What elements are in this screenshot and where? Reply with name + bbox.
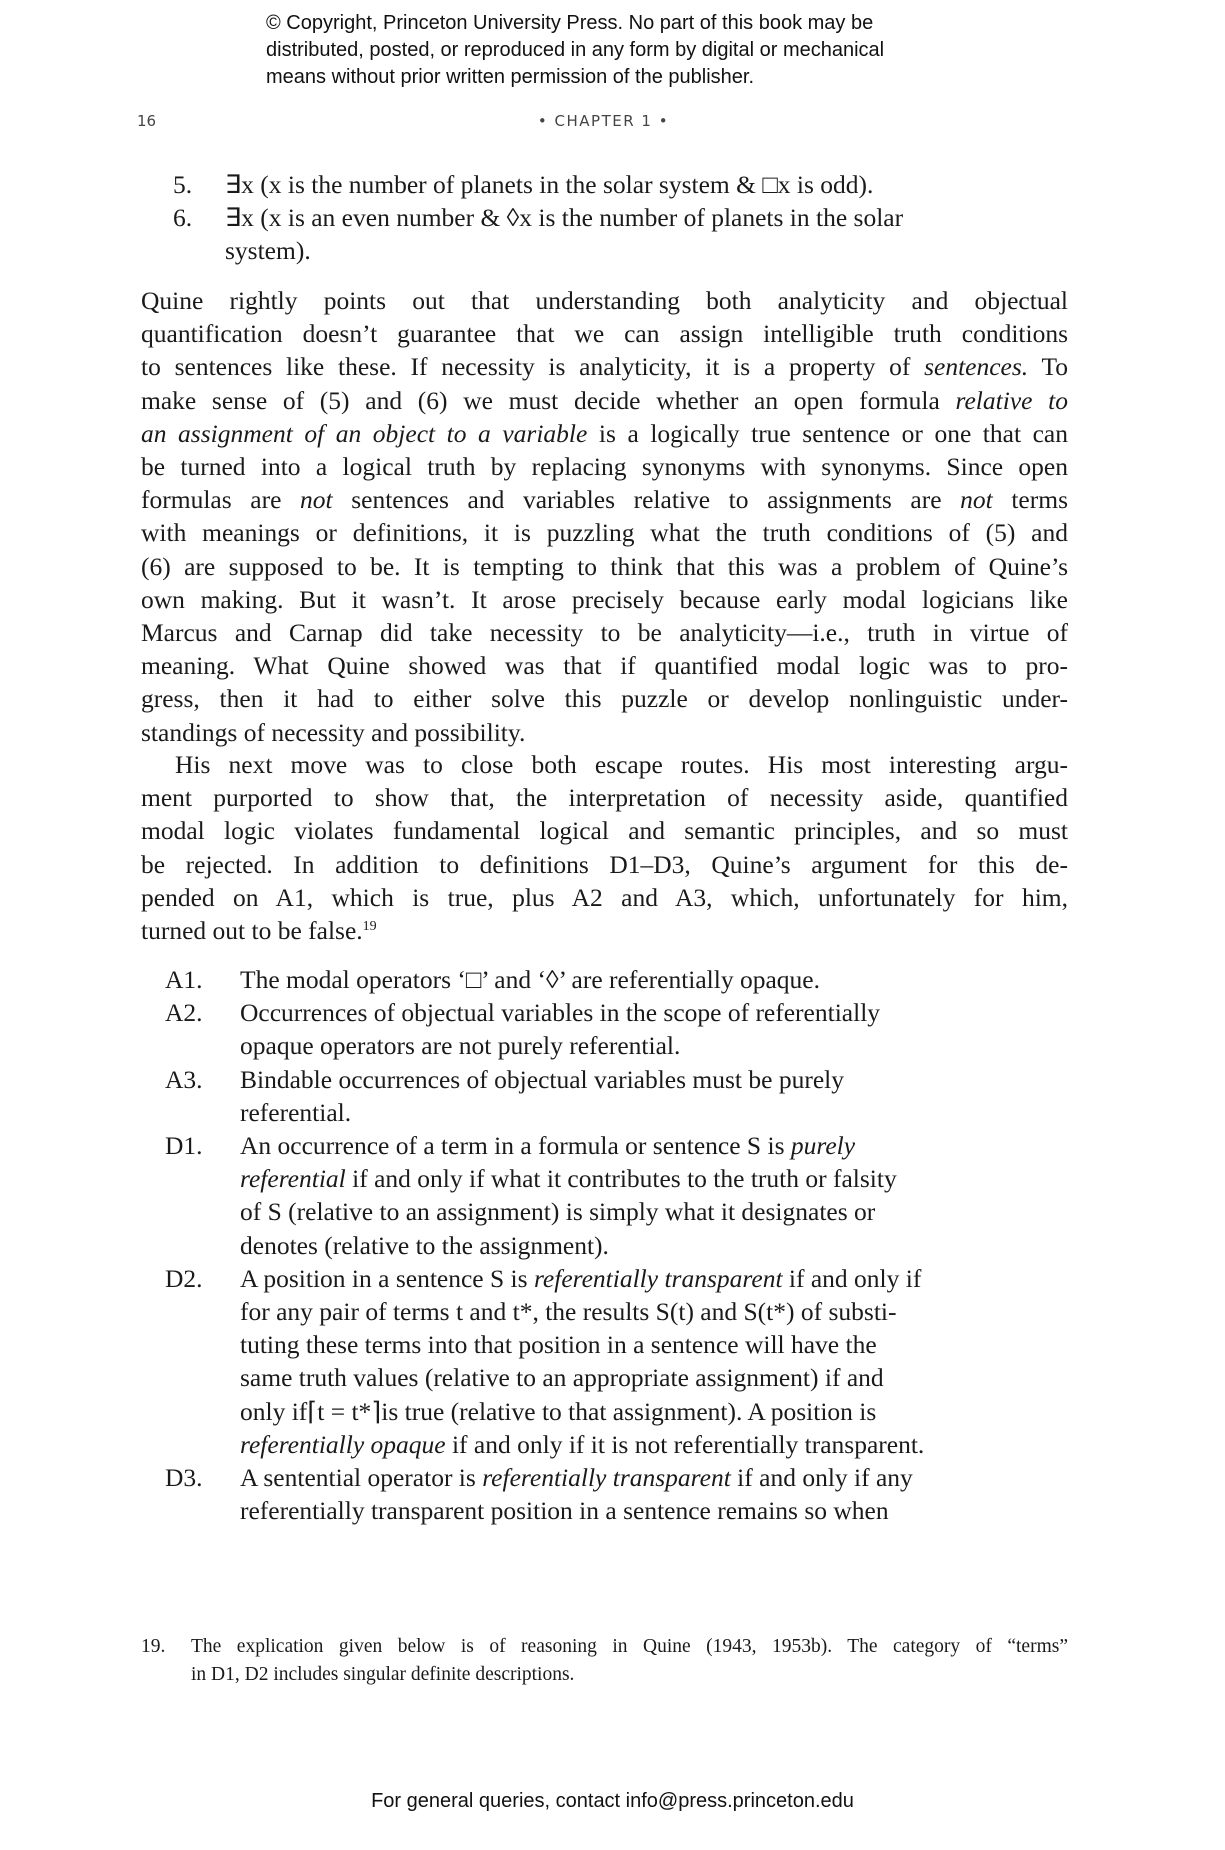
text-line bbox=[240, 1361, 1041, 1394]
text-span: system). bbox=[225, 236, 311, 266]
text-span: same truth values (relative to an appropriate assignment) if and bbox=[240, 1363, 884, 1393]
text-line bbox=[240, 1129, 1041, 1162]
italic-text: referentially transparent bbox=[482, 1463, 731, 1493]
text-span: if and only if any bbox=[730, 1463, 913, 1493]
item-label: D1. bbox=[165, 1131, 203, 1161]
text-line bbox=[141, 317, 1068, 350]
text-line bbox=[141, 417, 1068, 450]
text-line bbox=[141, 848, 1068, 881]
text-line bbox=[240, 1063, 1041, 1096]
text-span: opaque operators are not purely referential. bbox=[240, 1031, 681, 1061]
running-head: • CHAPTER 1 • bbox=[537, 112, 670, 130]
text-line bbox=[141, 881, 1068, 914]
item-label: 5. bbox=[173, 170, 193, 199]
italic-text: referentially opaque bbox=[240, 1429, 446, 1459]
text-span: of S (relative to an assignment) is simply what it designates or bbox=[240, 1197, 876, 1227]
item-text bbox=[240, 996, 1041, 1062]
text-span: To bbox=[1028, 352, 1068, 382]
list-item bbox=[141, 1063, 1041, 1129]
text-span: modal logic violates fundamental logical and semantic principles, and so must bbox=[141, 816, 1068, 846]
text-line bbox=[141, 284, 1068, 317]
text-line bbox=[240, 1428, 1041, 1461]
copyright-notice bbox=[266, 10, 884, 91]
footnote-line: in D1, D2 includes singular definite descriptions. bbox=[191, 1664, 575, 1685]
text-line bbox=[141, 716, 1068, 749]
copyright-line: © Copyright, Princeton University Press. No part of this book may be bbox=[266, 12, 874, 34]
text-line bbox=[141, 748, 1068, 781]
text-line bbox=[141, 682, 1068, 715]
text-line bbox=[240, 1096, 1041, 1129]
text-span: An occurrence of a term in a formula or sentence S is bbox=[240, 1131, 791, 1161]
text-line bbox=[141, 516, 1068, 549]
text-line bbox=[240, 963, 1041, 996]
text-line bbox=[141, 616, 1068, 649]
text-line bbox=[141, 649, 1068, 682]
text-span: The modal operators ‘□’ and ‘◊’ are referentially opaque. bbox=[240, 965, 820, 994]
text-span: A position in a sentence S is bbox=[240, 1263, 534, 1293]
list-item bbox=[141, 1461, 1041, 1527]
footnote-text bbox=[191, 1633, 1068, 1689]
text-line bbox=[141, 350, 1068, 383]
item-label: A3. bbox=[165, 1064, 203, 1094]
italic-text: purely bbox=[790, 1131, 856, 1161]
text-span: own making. But it wasn’t. It arose precisely because early modal logicians like bbox=[141, 584, 1068, 614]
italic-text: not bbox=[300, 485, 333, 515]
text-span: Marcus and Carnap did take necessity to be analyticity—i.e., truth in virtue of bbox=[141, 618, 1068, 648]
item-label: D2. bbox=[165, 1263, 203, 1293]
footnote bbox=[141, 1633, 1068, 1689]
text-line bbox=[141, 814, 1068, 847]
text-span: to sentences like these. If necessity is analyticity, it is a property of bbox=[141, 352, 925, 382]
item-label: A1. bbox=[165, 965, 203, 994]
list-item bbox=[141, 1262, 1041, 1461]
text-line bbox=[141, 483, 1068, 516]
text-line bbox=[240, 1162, 1041, 1195]
item-text bbox=[225, 168, 1068, 201]
text-line bbox=[141, 781, 1068, 814]
text-span: with meanings or definitions, it is puzzling what the truth conditions of (5) and bbox=[141, 518, 1068, 548]
text-span: pended on A1, which is true, plus A2 and A3, which, unfortunately for him, bbox=[141, 882, 1068, 912]
item-text bbox=[240, 1461, 1041, 1527]
italic-text: sentences. bbox=[924, 352, 1029, 382]
page-number: 16 bbox=[137, 112, 157, 130]
item-text bbox=[240, 1262, 1041, 1461]
text-line bbox=[240, 1461, 1041, 1494]
footnote-line: The explication given below is of reasoning in Quine (1943, 1953b). The category of “terms” bbox=[191, 1636, 1068, 1657]
footnote-number: 19. bbox=[141, 1636, 166, 1657]
text-span: if and only if it is not referentially transparent. bbox=[445, 1429, 925, 1459]
text-span: be rejected. In addition to definitions D1–D3, Quine’s argument for this de- bbox=[141, 849, 1068, 879]
text-line bbox=[225, 201, 1068, 234]
contact-footer: For general queries, contact info@press.princeton.edu bbox=[371, 1790, 854, 1812]
text-span: for any pair of terms t and t*, the results S(t) and S(t*) of substi- bbox=[240, 1297, 897, 1327]
text-span: be turned into a logical truth by replacing synonyms with synonyms. Since open bbox=[141, 452, 1068, 482]
list-item bbox=[141, 201, 1068, 267]
text-span: Quine rightly points out that understanding both analyticity and objectual bbox=[141, 286, 1068, 315]
text-span: turned out to be false. bbox=[141, 916, 363, 946]
text-line bbox=[240, 1195, 1041, 1228]
text-span: quantification doesn’t guarantee that we can assign intelligible truth conditions bbox=[141, 319, 1068, 349]
text-line bbox=[240, 1029, 1041, 1062]
text-span: tuting these terms into that position in a sentence will have the bbox=[240, 1330, 877, 1360]
definitions-list bbox=[141, 963, 1041, 1527]
text-line bbox=[240, 996, 1041, 1029]
body-paragraph bbox=[141, 284, 1068, 749]
text-span: A sentential operator is bbox=[240, 1463, 483, 1493]
text-span: if and only if what it contributes to the truth or falsity bbox=[345, 1164, 897, 1194]
italic-text: not bbox=[960, 485, 993, 515]
list-item bbox=[141, 1129, 1041, 1262]
text-line bbox=[240, 1262, 1041, 1295]
item-text bbox=[240, 1063, 1041, 1129]
copyright-line: means without prior written permission of the publisher. bbox=[266, 66, 755, 88]
text-line bbox=[240, 1295, 1041, 1328]
text-line bbox=[225, 234, 1068, 267]
list-item bbox=[141, 996, 1041, 1062]
text-line bbox=[240, 1494, 1041, 1527]
italic-text: referential bbox=[240, 1164, 346, 1194]
text-span: ∃x (x is the number of planets in the solar system & □x is odd). bbox=[225, 170, 874, 199]
text-span: (6) are supposed to be. It is tempting to think that this was a problem of Quine’s bbox=[141, 551, 1068, 581]
text-span: referentially transparent position in a sentence remains so when bbox=[240, 1496, 889, 1526]
text-span: His next move was to close both escape routes. His most interesting argu- bbox=[175, 750, 1068, 779]
text-span: Bindable occurrences of objectual variables must be purely bbox=[240, 1064, 844, 1094]
text-span: terms bbox=[992, 485, 1068, 515]
text-span: gress, then it had to either solve this puzzle or develop nonlinguistic under- bbox=[141, 684, 1068, 714]
footnote-ref: 19 bbox=[362, 919, 377, 935]
copyright-line: distributed, posted, or reproduced in any form by digital or mechanical bbox=[266, 39, 885, 61]
text-span: ment purported to show that, the interpretation of necessity aside, quantified bbox=[141, 783, 1068, 813]
text-span: if and only if bbox=[782, 1263, 922, 1293]
item-text bbox=[240, 963, 1041, 996]
item-label: A2. bbox=[165, 998, 203, 1028]
text-line bbox=[141, 550, 1068, 583]
text-line bbox=[225, 168, 1068, 201]
text-span: only if⌈t = t*⌉is true (relative to that assignment). A position is bbox=[240, 1396, 877, 1426]
body-paragraph bbox=[141, 748, 1068, 947]
text-span: ∃x (x is an even number & ◊x is the number of planets in the solar bbox=[225, 203, 904, 233]
text-line bbox=[240, 1328, 1041, 1361]
text-span: formulas are bbox=[141, 485, 300, 515]
text-span: meaning. What Quine showed was that if quantified modal logic was to pro- bbox=[141, 651, 1068, 681]
text-line bbox=[141, 583, 1068, 616]
item-label: D3. bbox=[165, 1463, 203, 1493]
numbered-formulas bbox=[141, 168, 1068, 268]
italic-text: referentially transparent bbox=[533, 1263, 783, 1293]
text-line bbox=[141, 450, 1068, 483]
italic-text: an assignment of an object to a variable bbox=[141, 418, 588, 448]
text-line bbox=[240, 1229, 1041, 1262]
text-span: denotes (relative to the assignment). bbox=[240, 1230, 609, 1260]
item-label: 6. bbox=[173, 203, 193, 233]
list-item bbox=[141, 963, 1041, 996]
text-line bbox=[141, 914, 1068, 947]
text-span: standings of necessity and possibility. bbox=[141, 717, 526, 747]
item-text bbox=[225, 201, 1068, 267]
item-text bbox=[240, 1129, 1041, 1262]
text-span: Occurrences of objectual variables in the scope of referentially bbox=[240, 998, 881, 1028]
text-line bbox=[240, 1395, 1041, 1428]
text-span: sentences and variables relative to assignments are bbox=[332, 485, 961, 515]
text-span: referential. bbox=[240, 1097, 352, 1127]
text-span: is a logically true sentence or one that can bbox=[587, 418, 1068, 448]
text-line bbox=[141, 384, 1068, 417]
text-span: make sense of (5) and (6) we must decide whether an open formula bbox=[141, 385, 956, 415]
italic-text: relative to bbox=[955, 385, 1068, 415]
list-item bbox=[141, 168, 1068, 201]
